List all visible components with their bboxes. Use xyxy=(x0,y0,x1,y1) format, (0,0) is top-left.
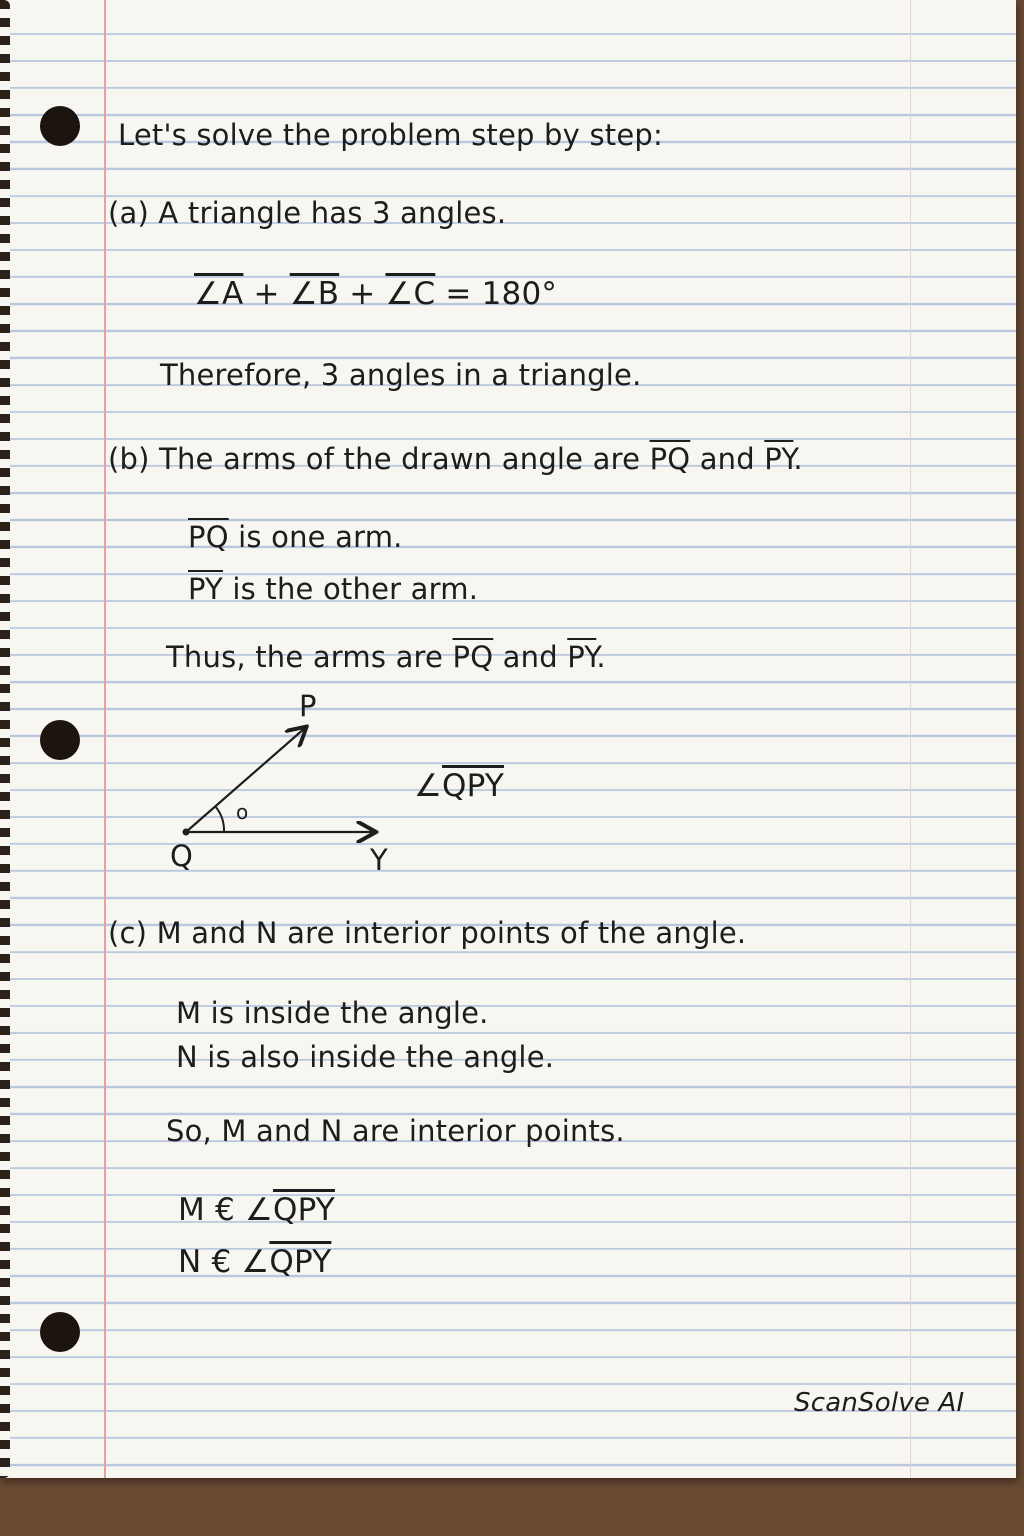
label-q: Q xyxy=(170,839,193,873)
relation-n xyxy=(178,1244,331,1280)
and-word: and xyxy=(690,442,765,476)
signature: ScanSolve AI xyxy=(794,1388,965,1418)
thus-text: Thus, the arms are xyxy=(166,640,453,674)
punch-hole-middle xyxy=(40,720,80,760)
and-word: and xyxy=(493,640,568,674)
part-b-heading xyxy=(108,442,803,476)
relation-m-angle: $\overline{QPY}$ xyxy=(272,1192,335,1228)
label-y: Y xyxy=(370,843,388,877)
period: . xyxy=(793,442,803,476)
part-c-line1: M is inside the angle. xyxy=(176,996,489,1030)
vertex-dot xyxy=(183,829,190,836)
angle-c: ∠C xyxy=(385,276,436,312)
part-b-line1 xyxy=(188,520,403,554)
part-a-conclusion: Therefore, 3 angles in a triangle. xyxy=(160,358,642,392)
angle-b: ∠B xyxy=(289,276,340,312)
punch-hole-top xyxy=(40,106,80,146)
arm-py: $\overline{PY}$ xyxy=(188,572,223,606)
angle-label xyxy=(414,768,504,804)
part-b-line2 xyxy=(188,572,478,606)
label-p: P xyxy=(299,690,317,723)
part-c-conclusion: So, M and N are interior points. xyxy=(166,1114,625,1148)
part-a-heading: (a) A triangle has 3 angles. xyxy=(108,196,507,230)
part-b-thus xyxy=(166,640,606,674)
relation-n-prefix: N € ∠ xyxy=(178,1244,270,1280)
angle-symbol: ∠ xyxy=(414,768,442,804)
angle-arc xyxy=(215,806,224,832)
angle-a: ∠A xyxy=(194,276,244,312)
line1-text: is one arm. xyxy=(228,520,403,554)
relation-m-prefix: M € ∠ xyxy=(178,1192,273,1228)
part-c-line2: N is also inside the angle. xyxy=(176,1040,555,1074)
arm-py: $\overline{PY}$ xyxy=(567,640,597,674)
arm-pq: $\overline{PQ}$ xyxy=(188,520,229,554)
arm-py: $\overline{PY}$ xyxy=(764,442,794,476)
arm-pq: $\overline{PQ}$ xyxy=(452,640,494,674)
equation-result: = 180° xyxy=(435,276,558,312)
part-b-heading-text: (b) The arms of the drawn angle are xyxy=(108,442,650,476)
line2-text: is the other arm. xyxy=(222,572,479,606)
punch-hole-bottom xyxy=(40,1312,80,1352)
part-a-equation xyxy=(194,276,557,312)
period: . xyxy=(596,640,606,674)
spiral-binding xyxy=(0,0,10,1478)
relation-m xyxy=(178,1192,335,1228)
arm-pq: $\overline{PQ}$ xyxy=(649,442,691,476)
plus-sign: + xyxy=(243,276,290,312)
intro-line: Let's solve the problem step by step: xyxy=(118,118,663,152)
plus-sign: + xyxy=(339,276,386,312)
angle-diagram xyxy=(160,690,580,890)
margin-line xyxy=(104,0,106,1478)
part-c-heading: (c) M and N are interior points of the angle. xyxy=(108,916,747,950)
angle-mark: o xyxy=(236,800,249,824)
angle-name: $\overline{QPY}$ xyxy=(442,768,504,804)
right-margin-line xyxy=(910,0,911,1478)
relation-n-angle: $\overline{QPY}$ xyxy=(269,1244,332,1280)
